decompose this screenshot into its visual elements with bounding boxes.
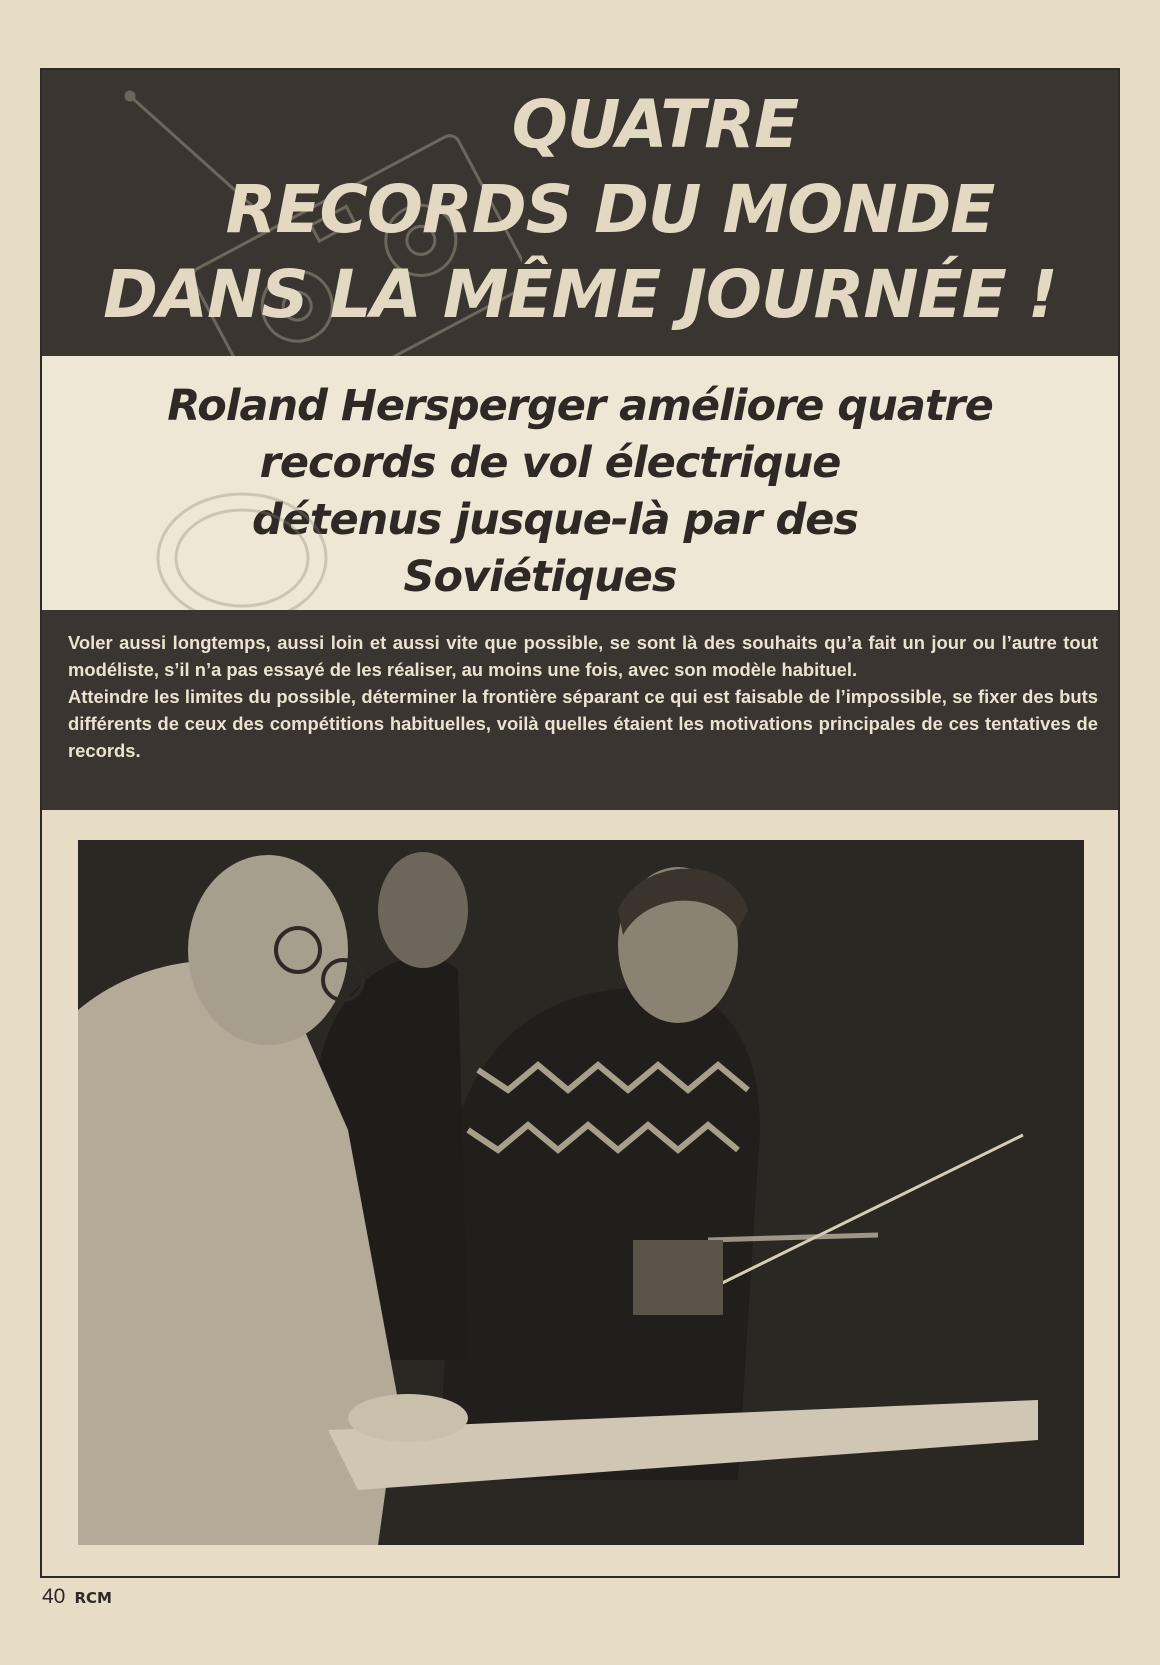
head-middle	[378, 852, 468, 968]
intro-paragraph-1: Voler aussi longtemps, aussi loin et aussi vite que possible, se sont là des souhaits qu’a fait un jour ou l’autre tout modéliste, s’il n’a pas essayé de les réaliser, au moins une fois, avec son modèle habituel.	[68, 632, 1098, 680]
title-block	[42, 70, 1118, 356]
intro-paragraph-2: Atteindre les limites du possible, déterminer la frontière séparant ce qui est faisable de l’impossible, se fixer des buts différents de ceux des compétitions habituelles, voilà quelles étaient les motivations principales de ces tentatives de records.	[68, 686, 1098, 761]
head-left	[188, 855, 348, 1045]
headline-line-1: QUATRE	[511, 86, 799, 163]
photo	[78, 840, 1084, 1545]
footer	[42, 1585, 112, 1609]
stamp-icon	[152, 488, 332, 610]
subtitle-line-1: Roland Hersperger améliore quatre	[167, 381, 993, 431]
headline-line-3: DANS LA MÊME JOURNÉE !	[103, 256, 1057, 333]
page-number: 40	[42, 1585, 66, 1608]
headline-line-2: RECORDS DU MONDE	[225, 171, 995, 248]
subtitle-line-3: détenus jusque-là par des	[251, 495, 859, 545]
subtitle-line-2: records de vol électrique	[259, 438, 841, 488]
subtitle-line-4: Soviétiques	[403, 552, 677, 602]
intro-block	[42, 610, 1118, 810]
transmitter	[633, 1240, 723, 1315]
magazine-name: RCM	[74, 1589, 112, 1607]
photo-scene	[78, 840, 1084, 1545]
subtitle-block	[42, 356, 1118, 610]
